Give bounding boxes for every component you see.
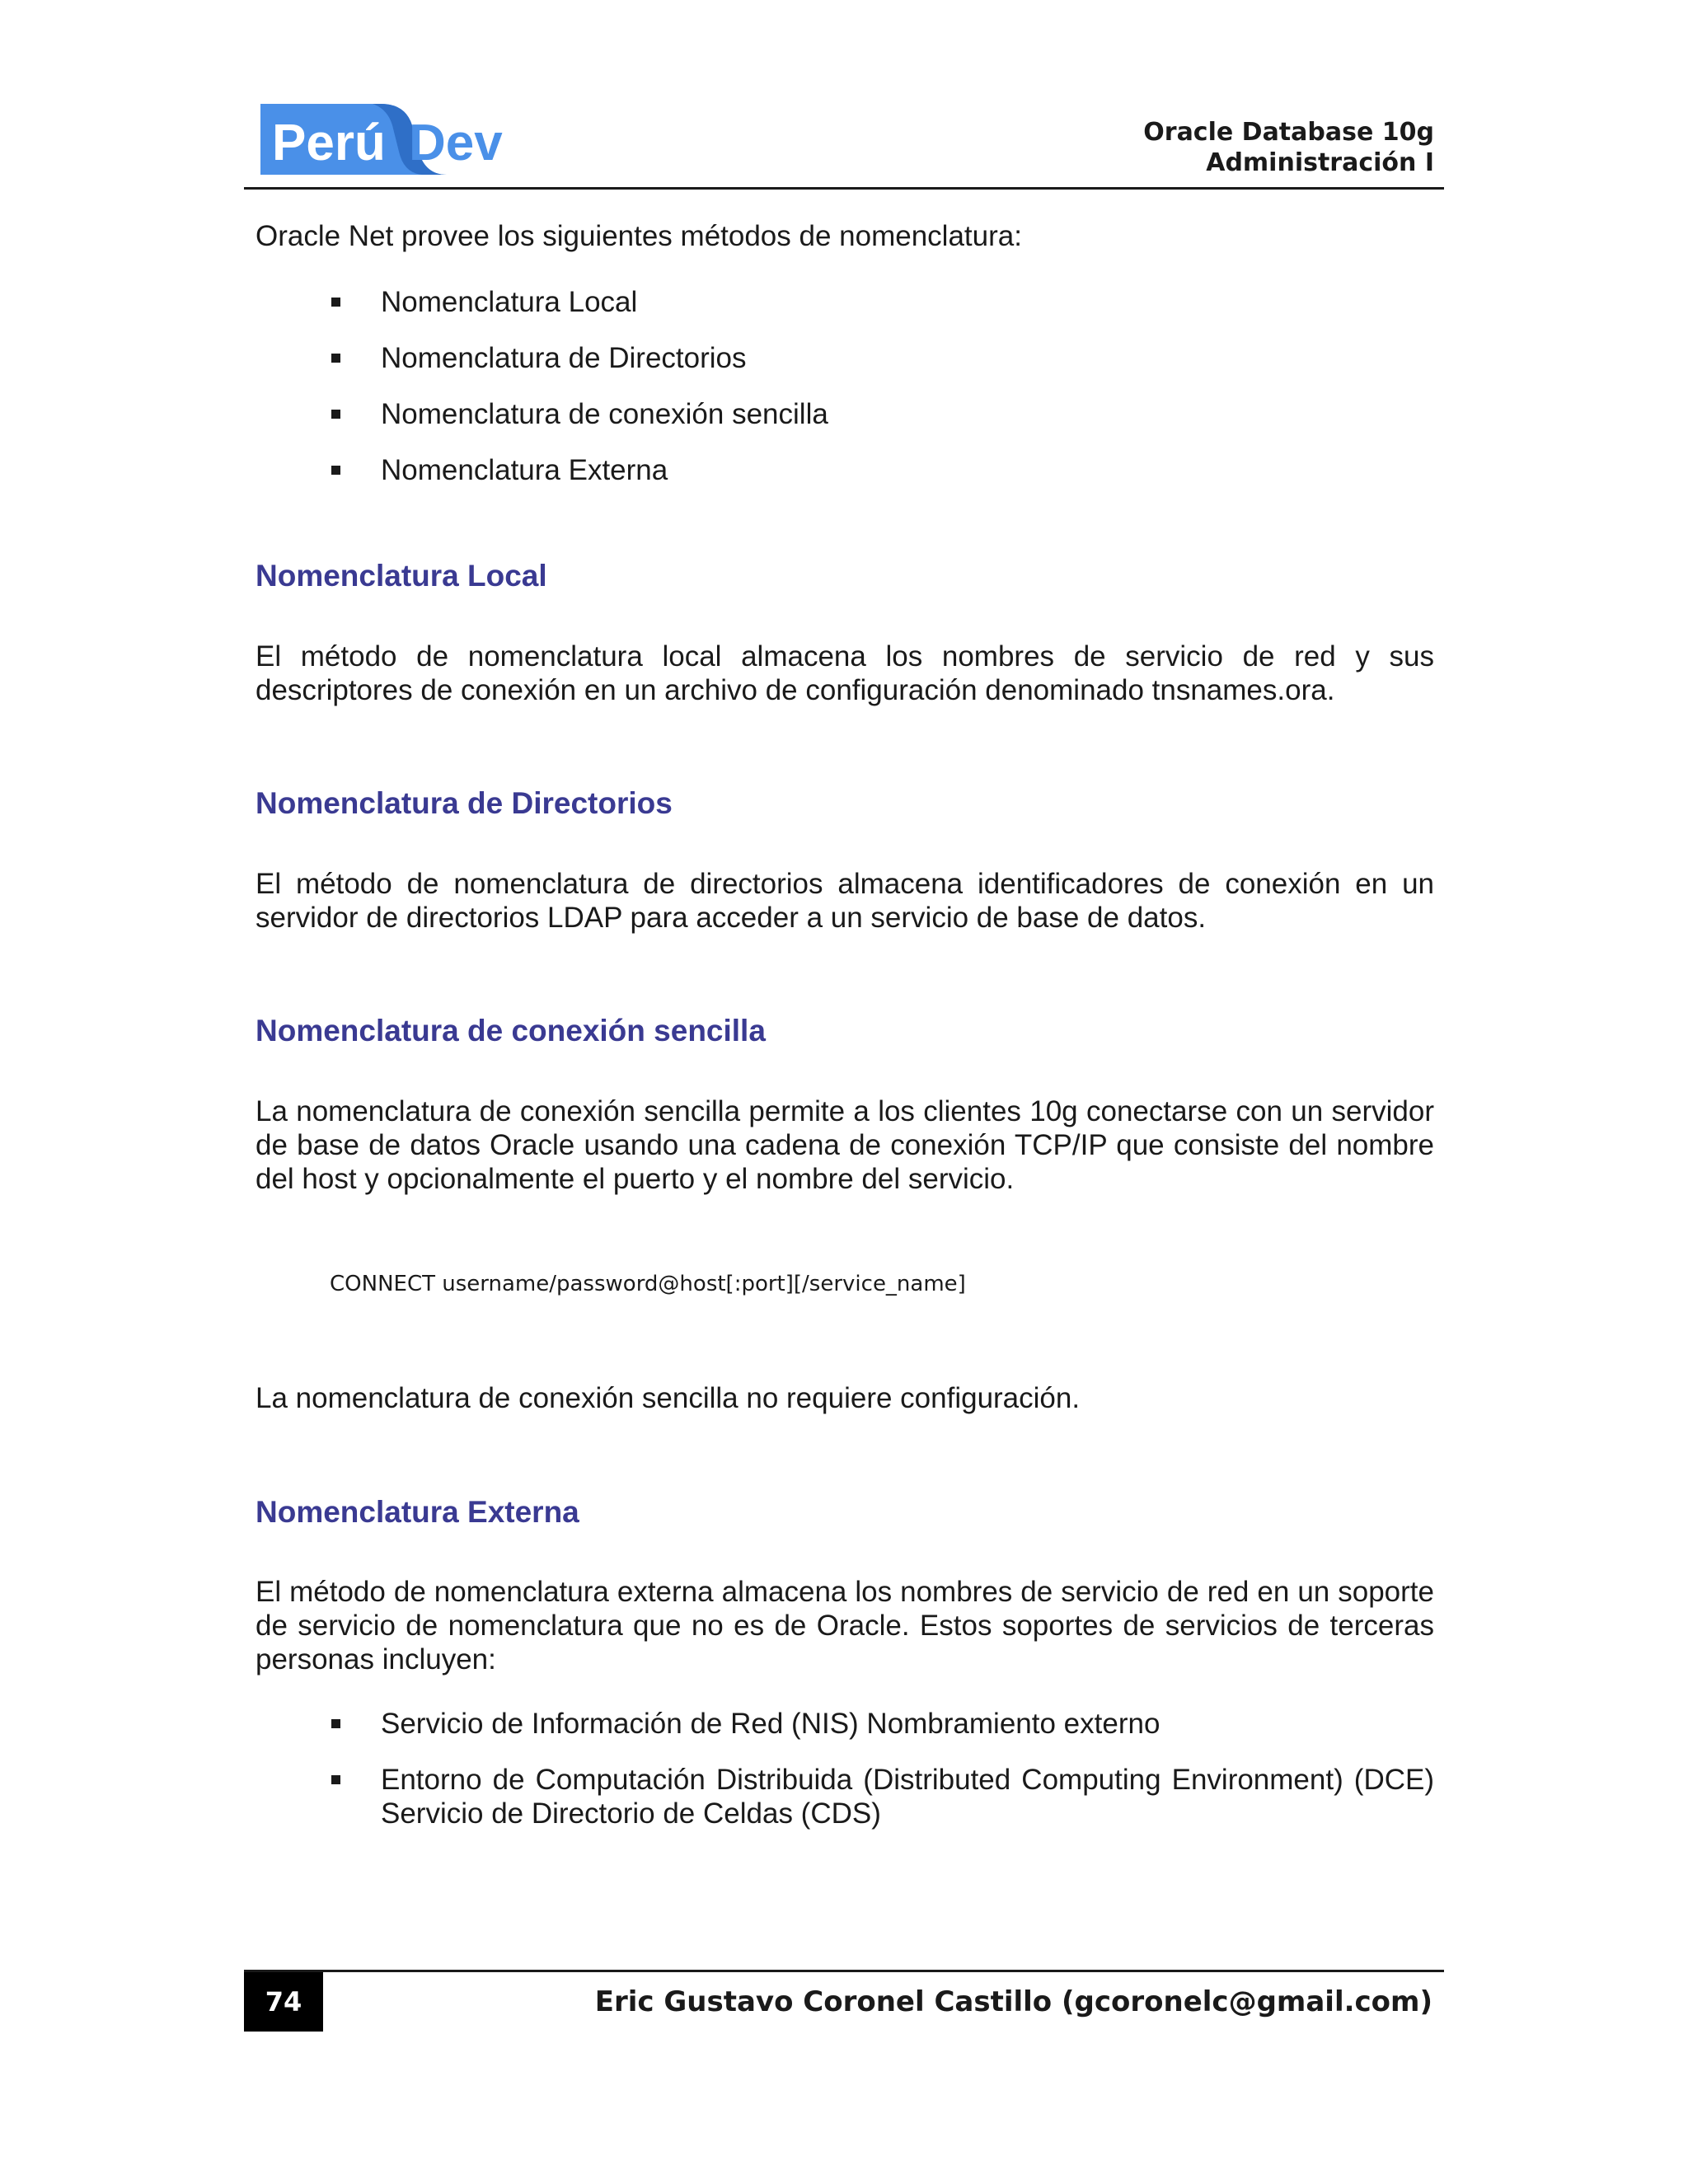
section-sencilla-body xyxy=(256,1094,1434,1196)
list-item-text: Servicio de Información de Red (NIS) Nombramiento externo xyxy=(381,1708,1160,1740)
intro-block xyxy=(256,219,1434,253)
logo-graphic xyxy=(257,101,523,178)
footer-author: Eric Gustavo Coronel Castillo (gcoronelc@gmail.com) xyxy=(594,1985,1432,2018)
section-directorios-body xyxy=(256,867,1434,935)
section-sencilla xyxy=(256,1013,1434,1049)
list-item xyxy=(256,453,1434,509)
section-paragraph: La nomenclatura de conexión sencilla no requiere configuración. xyxy=(256,1382,1081,1414)
section-directorios xyxy=(256,785,1434,822)
methods-list-block xyxy=(256,285,1434,509)
logo-text-peru: Perú xyxy=(272,115,386,171)
section-heading: Nomenclatura Externa xyxy=(256,1495,579,1529)
list-item xyxy=(256,1707,1434,1741)
bullet-square-icon xyxy=(331,298,340,307)
section-heading: Nomenclatura de Directorios xyxy=(256,786,673,820)
connect-syntax-code: CONNECT username/password@host[:port][/service_name] xyxy=(330,1272,966,1296)
section-externa-body xyxy=(256,1575,1434,1676)
list-item-text: Nomenclatura de conexión sencilla xyxy=(381,398,828,430)
bullet-square-icon xyxy=(331,1775,340,1784)
section-sencilla-note xyxy=(256,1381,1434,1415)
footer-divider xyxy=(244,1970,1444,1972)
section-paragraph: El método de nomenclatura local almacena los nombres de servicio de red y sus descriptores de conexión en un archivo de configuración denominado tnsnames.ora. xyxy=(256,640,1434,706)
list-item xyxy=(256,1763,1434,1830)
bullet-square-icon xyxy=(331,1719,340,1728)
section-paragraph: El método de nomenclatura externa almacena los nombres de servicio de red en un soporte de servicio de nomenclatura que no es de Oracle. Estos soportes de servicios de terceras personas incluyen: xyxy=(256,1576,1434,1675)
list-item xyxy=(256,397,1434,453)
section-local xyxy=(256,558,1434,594)
section-heading: Nomenclatura de conexión sencilla xyxy=(256,1014,766,1047)
list-item-text: Entorno de Computación Distribuida (Distributed Computing Environment) (DCE) Servicio de Directorio de Celdas (CDS) xyxy=(381,1764,1434,1830)
header-title-line1: Oracle Database 10g xyxy=(1143,118,1434,147)
peru-dev-logo xyxy=(257,101,523,178)
header-divider xyxy=(244,187,1444,190)
section-heading: Nomenclatura Local xyxy=(256,559,547,593)
section-paragraph: La nomenclatura de conexión sencilla permite a los clientes 10g conectarse con un servidor de base de datos Oracle usando una cadena de conexión TCP/IP que consiste del nombre del host y opcionalmente el puerto y el nombre del servicio. xyxy=(256,1095,1434,1195)
section-paragraph: El método de nomenclatura de directorios almacena identificadores de conexión en un servidor de directorios LDAP para acceder a un servicio de base de datos. xyxy=(256,868,1434,934)
bullet-square-icon xyxy=(331,354,340,363)
bullet-square-icon xyxy=(331,466,340,475)
methods-list xyxy=(256,285,1434,509)
section-externa xyxy=(256,1494,1434,1530)
bullet-square-icon xyxy=(331,410,340,419)
list-item-text: Nomenclatura de Directorios xyxy=(381,342,747,374)
list-item-text: Nomenclatura Local xyxy=(381,286,638,318)
externa-list xyxy=(256,1707,1434,1830)
header-title xyxy=(1143,117,1434,178)
page-number: 74 xyxy=(244,1972,323,2032)
intro-paragraph: Oracle Net provee los siguientes métodos de nomenclatura: xyxy=(256,220,1022,252)
externa-list-block xyxy=(256,1707,1434,1830)
section-local-body xyxy=(256,640,1434,707)
header-title-line2: Administración I xyxy=(1206,148,1434,177)
logo-text-dev: Dev xyxy=(409,115,503,171)
list-item xyxy=(256,285,1434,341)
list-item-text: Nomenclatura Externa xyxy=(381,454,668,486)
list-item xyxy=(256,341,1434,397)
